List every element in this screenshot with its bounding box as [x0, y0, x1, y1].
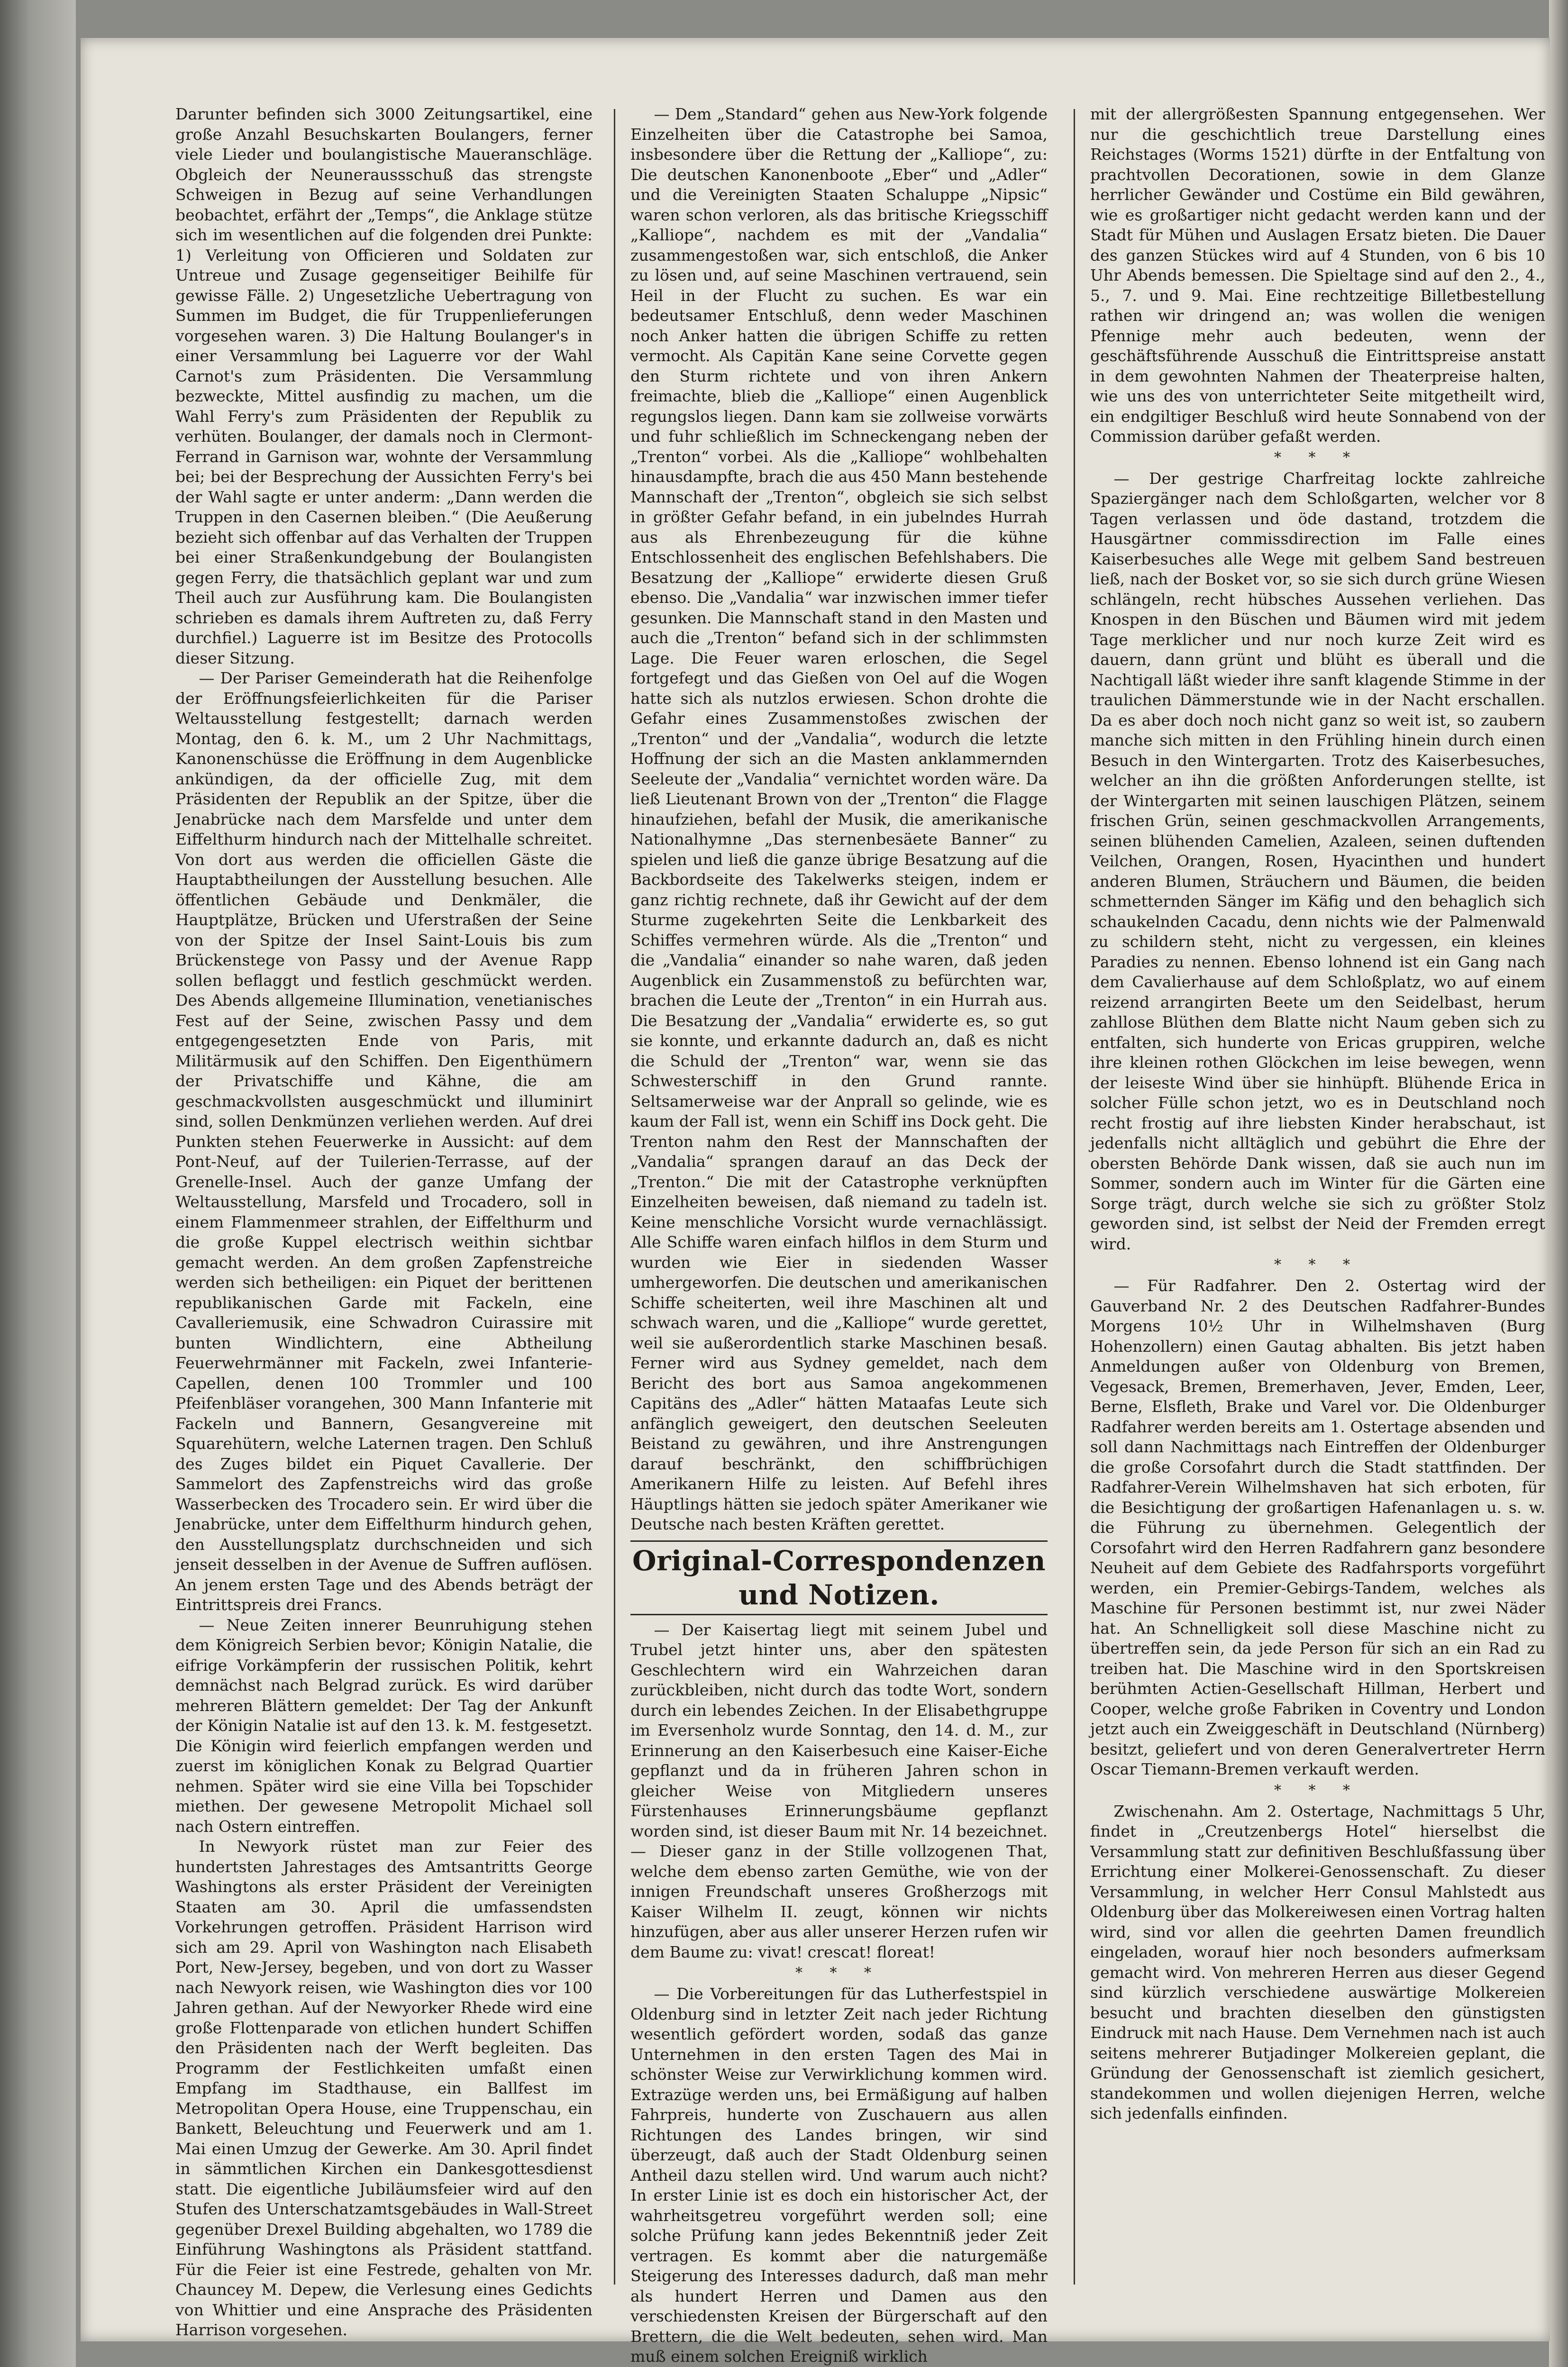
column-rule [614, 109, 615, 2285]
scan-binding-edge [0, 0, 76, 2367]
article-serbia: — Neue Zeiten innerer Beunruhigung stehen dem Königreich Serbien bevor; Königin Natalie, die eifrige Vorkämpferin der russischen Politik, kehrt demnächst nach Belgrad zurück. Es wird darüber mehreren Blättern gemeldet: Der Tag der Ankunft der Königin Natalie ist auf den 13. k. M. festgesetzt. Die Königin wird feierlich empfangen werden und zuerst im königlichen Konak zu Belgrad Quartier nehmen. Später wird sie eine Villa bei Topschider miethen. Der gewesene Metropolit Michael soll nach Ostern eintreffen. [175, 1615, 593, 1836]
article-zwischenahn: Zwischenahn. Am 2. Ostertage, Nachmittags 5 Uhr, findet in „Creutzenbergs Hotel“ hierselbst die Versammlung statt zur definitiven Beschlußfassung über Errichtung einer Molkerei-Genossenschaft. Zu dieser Versammlung, in welcher Herr Consul Mahlstedt aus Oldenburg über das Molkereiwesen einen Vortrag halten wird, sind vor allen die geehrten Damen freundlich eingeladen, worauf hier noch besonders aufmerksam gemacht wird. Von mehreren Herren aus dieser Gegend sind kürzlich verschiedene auswärtige Molkereien besucht und brachten dieselben den günstigsten Eindruck mit nach Hause. Dem Vernehmen nach ist auch seitens mehrerer Butjadinger Molkereien geplant, die Gründung der Genossenschaft ist ziemlich gesichert, standekommen und wollen diejenigen Herren, welche sich jedenfalls einfinden. [1090, 1802, 1545, 2122]
column-middle [630, 104, 1048, 2366]
article-paris-exposition: — Der Pariser Gemeinderath hat die Reihenfolge der Eröffnungsfeierlichkeiten für die Pariser Weltausstellung festgestellt; darnach werden Montag, den 6. k. M., um 2 Uhr Nachmittags, Kanonenschüsse die Eröffnung in dem Augenblicke ankündigen, da der officielle Zug, mit dem Präsidenten der Republik an der Spitze, über die Jenabrücke nach dem Marsfelde und unter dem Eiffelthurm hindurch nach der Mittelhalle schreitet. Von dort aus werden die officiellen Gäste die Hauptabtheilungen der Ausstellung besuchen. Alle öffentlichen Gebäude und Denkmäler, die Hauptplätze, Brücken und Uferstraßen der Seine von der Spitze der Insel Saint-Louis bis zum Brückenstege von Passy und der Avenue Rapp sollen beflaggt und festlich geschmückt werden. Des Abends allgemeine Illumination, venetianisches Fest auf der Seine, zwischen Passy und dem entgegengesetzten Ende von Paris, mit Militärmusik auf den Schiffen. Den Eigenthümern der Privatschiffe und Kähne, die am geschmackvollsten ausgeschmückt und illuminirt sind, sollen Denkmünzen verliehen werden. Auf drei Punkten stehen Feuerwerke in Aussicht: auf dem Pont-Neuf, auf der Tuilerien-Terrasse, auf der Grenelle-Insel. Auch der ganze Umfang der Weltausstellung, Marsfeld und Trocadero, soll in einem Flammenmeer strahlen, der Eiffelthurm und die große Kuppel electrisch weithin sichtbar gemacht werden. An dem großen Zapfenstreiche werden sich betheiligen: ein Piquet der berittenen republikanischen Garde mit Fackeln, eine Cavalleriemusik, eine Schwadron Cuirassire mit bunten Windlichtern, eine Abtheilung Feuerwehrmänner mit Fackeln, zwei Infanterie-Capellen, denen 100 Trommler und 100 Pfeifenbläser vorangehen, 300 Mann Infanterie mit Fackeln und Bannern, Gesangvereine mit Squarehütern, welche Laternen tragen. Den Schluß des Zuges bildet ein Piquet Cavallerie. Der Sammelort des Zapfenstreichs wird das große Wasserbecken des Trocadero sein. Er wird über die Jenabrücke, unter dem Eiffelthurm hindurch gehen, den Ausstellungsplatz durchschneiden und sich jenseit desselben in der Avenue de Suffren auflösen. An jenem ersten Tage und des Abends beträgt der Eintrittspreis drei Francs. [175, 669, 593, 1614]
newspaper-page [81, 38, 1550, 2366]
column-rule [1074, 109, 1075, 2285]
article-newyork: In Newyork rüstet man zur Feier des hundertsten Jahrestages des Amtsantritts George Washingtons als erster Präsident der Vereinigten Staaten am 30. April die umfassendsten Vorkehrungen getroffen. Präsident Harrison wird sich am 29. April von Washington nach Elisabeth Port, New-Jersey, begeben, und von dort zu Wasser nach Newyork reisen, wie Washington dies vor 100 Jahren gethan. Auf der Newyorker Rhede wird eine große Flottenparade von etlichen hundert Schiffen den Präsidenten nach der Werft begleiten. Das Programm der Festlichkeiten umfaßt einen Empfang im Stadthause, ein Ballfest im Metropolitan Opera House, eine Truppenschau, ein Bankett, Beleuchtung und Feuerwerk und am 1. Mai einen Umzug der Gewerke. Am 30. April findet in sämmtlichen Kirchen ein Dankesgottesdienst statt. Die eigentliche Jubiläumsfeier wird auf den Stufen des Unterschatzamtsgebäudes in Wall-Street gegenüber Drexel Building abgehalten, wo 1789 die Einführung Washingtons als Präsident stattfand. Für die Feier ist eine Festrede, gehalten von Mr. Chauncey M. Depew, die Verlesung eines Gedichts von Whittier und eine Ansprache des Präsidenten Harrison vorgesehen. [175, 1837, 593, 2339]
column-left [175, 104, 593, 2339]
article-lutherfestspiel: — Die Vorbereitungen für das Lutherfestspiel in Oldenburg sind in letzter Zeit nach jeder Richtung wesentlich gefördert worden, sodaß das ganze Unternehmen in den ersten Tagen des Mai in schönster Weise zur Verwirklichung kommen wird. Extrazüge werden uns, bei Ermäßigung auf halben Fahrpreis, hunderte von Zuschauern aus allen Richtungen des Landes bringen, wir sind überzeugt, daß auch der Stadt Oldenburg seinen Antheil dazu stellen wird. Und warum auch nicht? In erster Linie ist es doch ein historischer Act, der wahrheitsgetreu vorgeführt werden soll; eine solche Prüfung kann jedes Bekenntniß jeder Zeit vertragen. Es kommt aber die naturgemäße Steigerung des Interesses dadurch, daß man mehr als hundert Herren und Damen aus den verschiedensten Kreisen der Bürgerschaft auf den Brettern, die die Welt bedeuten, sehen wird. Man muß einem solchen Ereigniß wirklich [630, 1985, 1048, 2366]
article-samoa: — Dem „Standard“ gehen aus New-York folgende Einzelheiten über die Catastrophe bei Samoa, insbesondere über die Rettung der „Kalliope“, zu: Die deutschen Kanonenboote „Eber“ und „Adler“ und die Vereinigten Staaten Schaluppe „Nipsic“ waren schon verloren, als das britische Kriegsschiff „Kalliope“, nachdem es mit der „Vandalia“ zusammengestoßen war, sich entschloß, die Anker zu lösen und, auf seine Maschinen vertrauend, sein Heil in der Flucht zu suchen. Es war ein bedeutsamer Entschluß, denn weder Maschinen noch Anker hatten die übrigen Schiffe zu retten vermocht. Als Capitän Kane seine Corvette gegen den Sturm richtete und von ihren Ankern freimachte, blieb die „Kalliope“ einen Augenblick regungslos liegen. Dann kam sie zollweise vorwärts und fuhr schließlich im Schneckengang neben der „Trenton“ vorbei. Als die „Kalliope“ wohlbehalten hinausdampfte, brach die aus 450 Mann bestehende Mannschaft der „Trenton“, obgleich sie sich selbst in größter Gefahr befand, in ein jubelndes Hurrah aus als Ehrenbezeugung für die kühne Entschlossenheit des englischen Befehlshabers. Die Besatzung der „Kalliope“ erwiderte diesen Gruß ebenso. Die „Vandalia“ war inzwischen immer tiefer gesunken. Die Mannschaft stand in den Masten und auch die „Trenton“ befand sich in der schlimmsten Lage. Die Feuer waren erloschen, die Segel fortgefegt und das Gießen von Oel auf die Wogen hatte sich als nutzlos erwiesen. Schon drohte die Gefahr eines Zusammenstoßes zwischen der „Trenton“ und der „Vandalia“, wodurch die letzte Hoffnung der sich an die Masten anklammernden Seeleute der „Vandalia“ vernichtet worden wäre. Da ließ Lieutenant Brown von der „Trenton“ die Flagge hinaufziehen, befahl der Musik, die amerikanische Nationalhymne „Das sternenbesäete Banner“ zu spielen und ließ die ganze übrige Besatzung auf die Backbordseite des Takelwerks steigen, indem er ganz richtig rechnete, daß ihr Gewicht auf der dem Sturme zugekehrten Seite die Lenkbarkeit des Schiffes vermehren würde. Als die „Trenton“ und die „Vandalia“ einander so nahe waren, daß jeden Augenblick ein Zusammenstoß zu befürchten war, brachen die Leute der „Trenton“ in ein Hurrah aus. Die Besatzung der „Vandalia“ erwiderte es, so gut sie konnte, und erkannte dadurch an, daß es nicht die Schuld der „Trenton“ war, wenn sie das Schwesterschiff in den Grund rannte. Seltsamerweise war der Anprall so gelinde, wie es kaum der Fall ist, wenn ein Schiff ins Dock geht. Die Trenton nahm den Rest der Mannschaften der „Vandalia“ sprangen darauf an das Deck der „Trenton.“ Die mit der Catastrophe verknüpften Einzelheiten beweisen, daß niemand zu tadeln ist. Keine menschliche Vorsicht wurde vernachlässigt. Alle Schiffe waren einfach hilflos in dem Sturm und wurden wie Eier in siedenden Wasser umhergeworfen. Die deutschen und amerikanischen Schiffe scheiterten, weil ihre Maschinen alt und schwach waren, und die „Kalliope“ wurde gerettet, weil sie außerordentlich starke Maschinen besaß. Ferner wird aus Sydney gemeldet, nach dem Bericht des bort aus Samoa angekommenen Capitäns des „Adler“ hätten Mataafas Leute sich anfänglich geweigert, den deutschen Seeleuten Beistand zu gewähren, und ihre Anstrengungen darauf beschränkt, den schiffbrüchigen Amerikanern Hilfe zu leisten. Auf Befehl ihres Häuptlings hätten sie jedoch später Amerikaner wie Deutsche nach besten Kräften gerettet. [630, 105, 1048, 1533]
separator-stars: * * * [1274, 1782, 1362, 1799]
article-radfahrer: — Für Radfahrer. Den 2. Ostertag wird der Gauverband Nr. 2 des Deutschen Radfahrer-Bundes Morgens 10½ Uhr in Wilhelmshaven (Burg Hohenzollern) einen Gautag abhalten. Bis jetzt haben Anmeldungen außer von Oldenburg von Bremen, Vegesack, Bremen, Bremerhaven, Jever, Emden, Leer, Berne, Elsfleth, Brake und Varel vor. Die Oldenburger Radfahrer werden bereits am 1. Ostertage absenden und soll dann Nachmittags nach Eintreffen der Oldenburger die große Corsofahrt durch die Stadt stattfinden. Der Radfahrer-Verein Wilhelmshaven hat sich erboten, für die Besichtigung der großartigen Hafenanlagen u. s. w. die Führung zu übernehmen. Gelegentlich der Corsofahrt wird den Herren Radfahrern ganz besondere Neuheit auf dem Gebiete des Radfahrsports vorgeführt werden, ein Premier-Gebirgs-Tandem, welches als Maschine für Personen bestimmt ist, nur zwei Näder hat. An Schnelligkeit soll diese Maschine nicht zu übertreffen sein, da jede Person für sich an ein Rad zu treiben hat. Die Maschine wird in den Sportskreisen berühmten Actien-Gesellschaft Hillman, Herbert und Cooper, welche große Fabriken in Coventry und London jetzt auch ein Zweiggeschäft in Deutschland (Nürnberg) besitzt, geliefert und von deren Generalvertreter Herrn Oscar Tiemann-Bremen verkauft werden. [1090, 1276, 1545, 1778]
article-kaisertag: — Der Kaisertag liegt mit seinem Jubel und Trubel jetzt hinter uns, aber den spätesten Geschlechtern wird ein Wahrzeichen daran zurückbleiben, nicht durch das todte Wort, sondern durch ein lebendes Zeichen. In der Elisabethgruppe im Eversenholz wurde Sonntag, den 14. d. M., zur Erinnerung an den Kaiserbesuch eine Kaiser-Eiche gepflanzt und da in früheren Jahren schon in gleicher Weise von Mitgliedern unseres Fürstenhauses Erinnerungsbäume gepflanzt worden sind, ist dieser Baum mit Nr. 14 bezeichnet. — Dieser ganz in der Stille vollzogenen That, welche dem ebenso zarten Gemüthe, wie von der innigen Freundschaft unseres Großherzogs mit Kaiser Wilhelm II. zeugt, können wir nichts hinzufügen, aber aus aller unserer Herzen rufen wir dem Baume zu: vivat! crescat! floreat! [630, 1620, 1048, 1961]
column-right [1090, 104, 1545, 2275]
separator-stars: * * * [1274, 1256, 1362, 1273]
article-boulanger: Darunter befinden sich 3000 Zeitungsartikel, eine große Anzahl Besuchskarten Boulangers, ferner viele Lieder und boulangistische Maueranschläge. Obgleich der Neuneraussschuß das strengste Schweigen in Bezug auf seine Verhandlungen beobachtet, erfährt der „Temps“, die Anklage stütze sich im wesentlichen auf die folgenden drei Punkte: 1) Verleitung von Officieren und Soldaten zur Untreue und Zusage gegenseitiger Beihilfe für gewisse Fälle. 2) Ungesetzliche Uebertragung von Summen im Budget, die für Truppenlieferungen vorgesehen waren. 3) Die Haltung Boulanger's in einer Versammlung bei Laguerre vor der Wahl Carnot's zum Präsidenten. Die Versammlung bezweckte, Mittel ausfindig zu machen, um die Wahl Ferry's zum Präsidenten der Republik zu verhüten. Boulanger, der damals noch in Clermont-Ferrand in Garnison war, wohnte der Versammlung bei; bei der Besprechung der Aussichten Ferry's bei der Wahl sagte er unter anderm: „Dann werden die Truppen in den Casernen bleiben.“ (Die Aeußerung bezieht sich offenbar auf das Verhalten der Truppen bei einer Straßenkundgebung der Boulangisten gegen Ferry, die thatsächlich geplant war und zum Theil auch zur Ausführung kam. Die Boulangisten schrieben es damals ihrem Auftreten zu, daß Ferry durchfiel.) Laguerre ist im Besitze des Protocolls dieser Sitzung. [175, 105, 593, 667]
separator-stars: * * * [795, 1965, 883, 1981]
separator-stars: * * * [1274, 449, 1362, 466]
section-header: Original-Correspondenzen und Notizen. [630, 1540, 1048, 1615]
article-schlossgarten: — Der gestrige Charfreitag lockte zahlreiche Spaziergänger nach dem Schloßgarten, welcher vor 8 Tagen verlassen und öde dastand, trotzdem die Hausgärtner commissdirection im Falle eines Kaiserbesuches alle Wege mit gelbem Sand bestreuen ließ, nach der Bosket vor, so sie sich durch grüne Wiesen schlängeln, recht hübsches Aussehen verliehen. Das Knospen in den Büschen und Bäumen wird mit jedem Tage merklicher und nur noch kurze Zeit wird es dauern, dann grünt und blüht es überall und die Nachtigall läßt wieder ihre sanft klagende Stimme in der traulichen Dämmerstunde wie in der Nacht erschallen. Da es aber doch noch nicht ganz so weit ist, so zaubern manche sich mitten in den Frühling hinein durch einen Besuch in den Wintergarten. Trotz des Kaiserbesuches, welcher an ihn die größten Anforderungen stellte, ist der Wintergarten mit seinen lauschigen Plätzen, seinem frischen Grün, seinen geschmackvollen Arrangements, seinen blühenden Camelien, Azaleen, seinen duftenden Veilchen, Orangen, Rosen, Hyacinthen und hundert anderen Blumen, Sträuchern und Bäumen, die beiden schmetternden Sänger im Käfig und den behaglich sich schaukelnden Cacadu, denn nichts wie der Palmenwald zu schildern steht, nicht zu vergessen, ein kleines Paradies zu nennen. Ebenso lohnend ist ein Gang nach dem Cavalierhause auf dem Schloßplatz, wo auf einem reizend arrangirten Beete um den Seidelbast, herum zahllose Blüthen dem Blatte nicht Naum geben sich zu entfalten, sich hunderte von Ericas gruppiren, welche ihre kleinen rothen Glöckchen im leise bewegen, wenn der leiseste Wind über sie hinhüpft. Blühende Erica in solcher Fülle schon jetzt, wo es in Deutschland noch recht frostig auf ihre liebsten Kinder herabschaut, ist jedenfalls nicht alltäglich und gebührt die Ehre der obersten Behörde Dank wissen, daß sie auch nun im Sommer, sondern auch im Winter für die Gärten eine Sorge trägt, durch welche sie sich zu größter Stolz geworden sind, ist selbst der Neid der Fremden erregt wird. [1090, 469, 1545, 1253]
scan-right-edge [1549, 0, 1568, 2367]
article-lutherfestspiel-cont: mit der allergrößesten Spannung entgegensehen. Wer nur die geschichtlich treue Darstellung eines Reichstages (Worms 1521) dürfte in der Entfaltung von prachtvollen Decorationen, sowie in dem Glanze herrlicher Gewänder und Costüme ein Bild gewähren, wie es großartiger nicht gedacht werden kann und der Stadt für Mühen und Auslagen Ersatz bieten. Die Dauer des ganzen Stückes wird auf 4 Stunden, von 6 bis 10 Uhr Abends bemessen. Die Spieltage sind auf den 2., 4., 5., 7. und 9. Mai. Eine rechtzeitige Billetbestellung rathen wir dringend an; was wollen die wenigen Pfennige mehr auch bedeuten, wenn der geschäftsführende Ausschuß die Eintrittspreise anstatt in dem gewohnten Nahmen der Theaterpreise halten, wie uns des von unterrichteter Seite mitgetheilt wird, ein endgiltiger Beschluß wird heute Sonnabend von der Commission darüber gefaßt werden. [1090, 105, 1545, 446]
